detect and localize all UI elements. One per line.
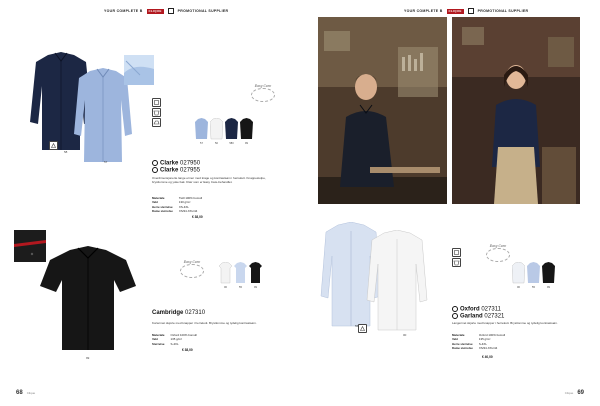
easy-care-badge: Easy Care xyxy=(180,260,204,278)
swatch-navy[interactable] xyxy=(225,118,238,145)
shirt-black-shortsleeve-image xyxy=(40,246,136,352)
product-specs: Materiale Oxford 100% bomull Vekt 135 g/m² Herre størrelse S-4XL Dame størrelse XS/34-XXL/44 xyxy=(452,333,506,351)
easy-care-text: Easy Care xyxy=(254,84,272,88)
product-title-cambridge: Cambridge 027310 xyxy=(152,310,206,316)
product-specs: Materiale Oxford 100% bomull Vekt 135 g/m² Størrelse S-4XL xyxy=(152,333,197,346)
female-icon xyxy=(152,167,158,173)
product-description: Langermet skjorte med knapper i herrekutt. Brystlomme og tydelig kontrastsøm. xyxy=(452,321,558,325)
swatch-white[interactable]: 00 xyxy=(219,262,232,284)
shirt-feature-icon xyxy=(452,248,461,257)
swatch-label: 50 xyxy=(215,142,218,145)
model-photo-woman xyxy=(452,17,580,204)
shirt-label: 00 xyxy=(403,333,407,337)
swatch-lightblue[interactable]: 55 xyxy=(234,262,247,284)
page-header xyxy=(104,8,228,14)
swatch-white[interactable]: 00 xyxy=(512,262,525,284)
care-icon xyxy=(358,324,367,333)
male-icon xyxy=(452,306,458,312)
swatch-label: 99 xyxy=(245,142,248,145)
easy-care-badge: Easy Care xyxy=(486,244,510,262)
color-swatch-row xyxy=(195,118,253,145)
product-title-clarke: Clarke 027950 Clarke 027955 xyxy=(152,160,200,174)
wash-icon xyxy=(152,108,161,117)
header-text-right: PROMOTIONAL SUPPLIER xyxy=(177,9,229,13)
female-icon xyxy=(452,313,458,319)
header-square-icon xyxy=(168,8,174,14)
model-photo-man xyxy=(318,17,447,204)
shirt-feature-icon xyxy=(152,98,161,107)
swatch-black[interactable]: 99 xyxy=(542,262,555,284)
page-number: Clique 69 xyxy=(564,390,584,396)
product-price: € 38,00 xyxy=(182,348,193,352)
product-price: € 40,00 xyxy=(482,355,493,359)
swatch-lightblue[interactable]: 55 xyxy=(527,262,540,284)
wash-icon xyxy=(452,258,461,267)
iron-icon xyxy=(152,118,161,127)
header-text: YOUR COMPLETE B xyxy=(104,9,143,13)
product-description: Kortermet skjorte med knapper i herrekutt. Brystlomme og tydelig kontrastsøm. xyxy=(152,321,257,325)
swatch-label: 57 xyxy=(200,142,203,145)
product-description: Overdimensjonerte lange ermer med krage og kontrastsøm i herrekutt. Knappestolpe, brystlomme og yoke bak. Klær som er Easy Care-behandlet. xyxy=(152,176,266,185)
brand-logo: CLIQUE xyxy=(448,8,462,13)
care-icon xyxy=(49,141,58,150)
shirt-label: 99 xyxy=(86,356,90,360)
brand-logo: CLIQUE xyxy=(148,8,162,13)
swatch-label: 580 xyxy=(229,142,234,145)
swatch-black[interactable]: 99 xyxy=(249,262,262,284)
shirt-label: 57 xyxy=(104,160,108,164)
shirt-label: 55 xyxy=(355,324,359,328)
shirt-label: 58 xyxy=(64,150,68,154)
easy-care-badge xyxy=(251,84,275,102)
header-square-icon xyxy=(468,8,474,14)
product-price: € 38,00 xyxy=(192,215,203,219)
page-number: 68 Clique xyxy=(16,390,36,396)
male-icon xyxy=(152,160,158,166)
color-swatch-row xyxy=(512,262,555,289)
swatch-black[interactable] xyxy=(240,118,253,145)
shirt-white-garland-image xyxy=(366,230,428,332)
right-page xyxy=(300,0,600,406)
swatch-white[interactable] xyxy=(210,118,223,145)
color-swatch-row xyxy=(219,262,262,289)
product-specs: Materiale Twill 100% bomull Vekt 130 g/m² Herre størrelse XS-4XL Dame størrelse XS/34-XXL/44 xyxy=(152,196,203,214)
page-header: YOUR COMPLETE B CLIQUE PROMOTIONAL SUPPLIER xyxy=(404,8,529,13)
swatch-lightblue[interactable] xyxy=(195,118,208,145)
fabric-detail-image xyxy=(124,55,154,85)
product-title-oxford: Oxford 027311 Garland 027321 xyxy=(452,306,504,320)
